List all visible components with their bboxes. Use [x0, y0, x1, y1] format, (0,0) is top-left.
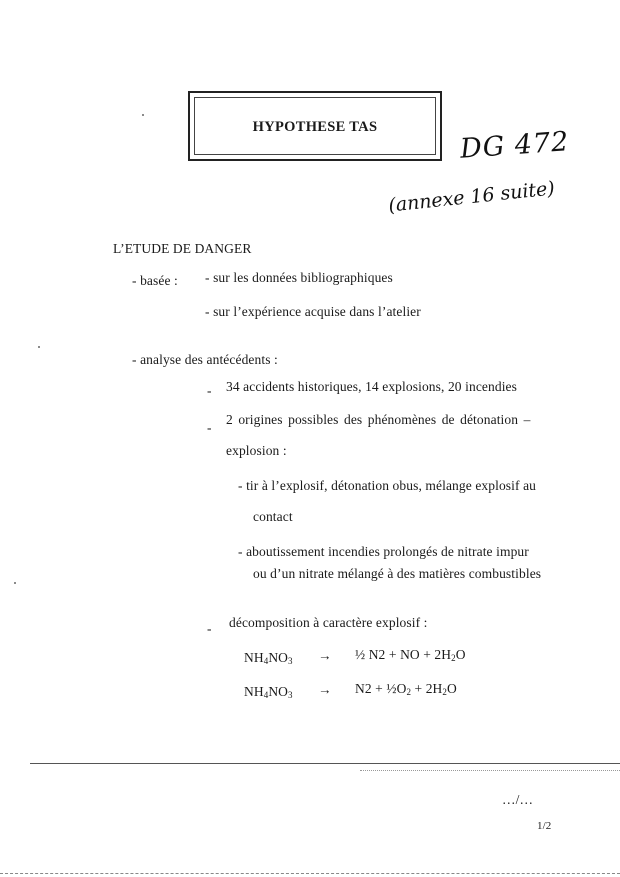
scan-speck — [14, 582, 16, 584]
equation-2-rhs: $N2 + \frac{1}{2}O_2 + 2H_2O$ — [355, 681, 457, 697]
scan-speck — [38, 346, 40, 348]
scan-speck — [142, 114, 144, 116]
analyse-item-decomposition: décomposition à caractère explosif : — [229, 615, 428, 630]
page-title: HYPOTHESE TAS — [252, 119, 378, 135]
scan-bottom-edge — [0, 873, 620, 874]
basee-label: - basée : — [132, 273, 178, 288]
title-box — [188, 91, 442, 161]
analyse-item-origins-cont: explosion : — [226, 443, 287, 458]
analyse-item-origins: 2 origines possibles des phénomènes de détonation – — [226, 412, 531, 427]
analyse-item-accidents: 34 accidents historiques, 14 explosions, 20 incendies — [226, 379, 518, 394]
footer-divider-faint — [360, 770, 620, 771]
handwritten-reference-code: DG 472 — [459, 126, 571, 165]
basee-item-experience: - sur l’expérience acquise dans l’atelier — [205, 304, 421, 319]
bullet-dash: - — [207, 621, 212, 636]
equation-1-arrow: → — [318, 648, 332, 663]
origin-sub-fire-cont: ou d’un nitrate mélangé à des matières combustibles — [253, 566, 542, 581]
continuation-marker: …/… — [502, 792, 534, 807]
equation-2-arrow: → — [318, 682, 332, 697]
origin-sub-explosive: - tir à l’explosif, détonation obus, mélange explosif au — [238, 478, 537, 493]
bullet-dash: - — [207, 420, 212, 435]
equation-1-lhs: $NH_4NO_3$ — [244, 650, 293, 666]
origin-sub-fire: - aboutissement incendies prolongés de nitrate impur — [238, 544, 529, 559]
analyse-label: - analyse des antécédents : — [132, 352, 278, 367]
footer-divider — [30, 763, 620, 764]
page-number: 1/2 — [537, 820, 552, 832]
origin-sub-explosive-cont: contact — [253, 509, 293, 524]
section-heading: L’ETUDE DE DANGER — [113, 241, 252, 256]
handwritten-annex-note: (annexe 16 suite) — [387, 177, 556, 217]
basee-item-bibliography: - sur les données bibliographiques — [205, 270, 393, 285]
equation-2-lhs: $NH_4NO_3$ — [244, 684, 293, 700]
equation-1-rhs: ½ N2 + NO + $2H_2O$ — [355, 647, 466, 663]
bullet-dash: - — [207, 383, 212, 398]
